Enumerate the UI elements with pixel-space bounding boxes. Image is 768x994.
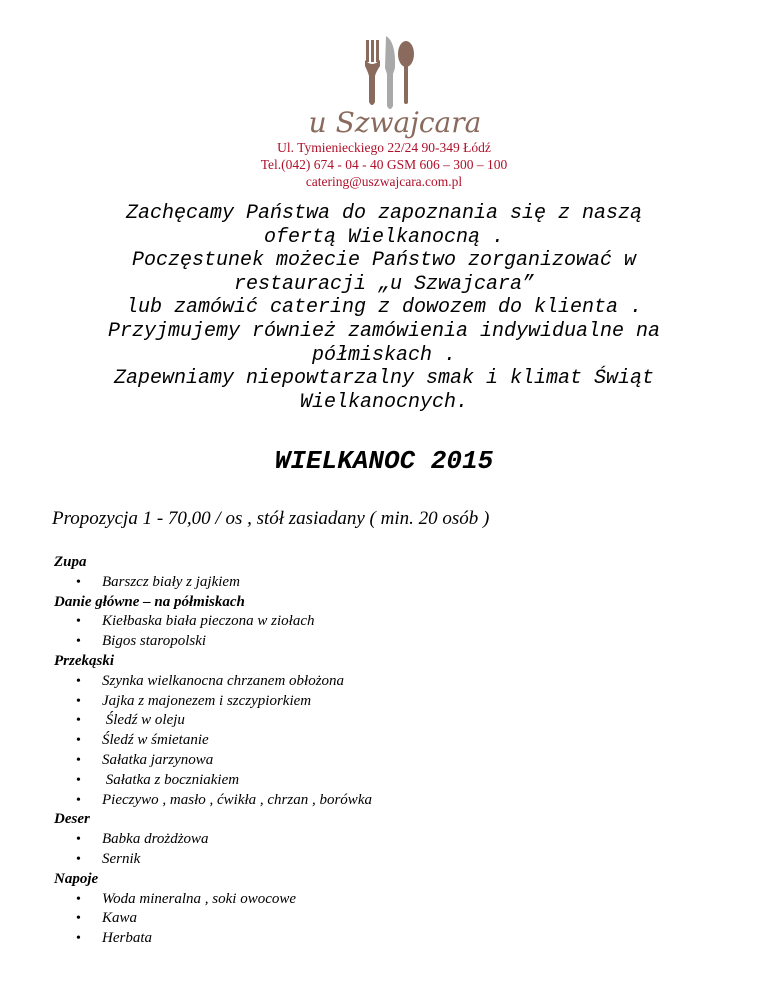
menu-item-label: Barszcz biały z jajkiem — [102, 573, 240, 590]
cutlery-icon — [365, 36, 414, 109]
bullet-icon: • — [76, 792, 81, 808]
menu-item-label: Sałatka jarzynowa — [102, 751, 214, 768]
bullet-icon: • — [76, 733, 81, 749]
intro-line: lub zamówić catering z dowozem do klienta . — [125, 296, 643, 320]
menu-item — [54, 850, 372, 870]
menu-item-label: Szynka wielkanocna chrzanem obłożona — [102, 672, 345, 689]
bullet-icon: • — [76, 931, 81, 947]
bullet-icon: • — [76, 752, 81, 768]
menu-item — [54, 771, 372, 791]
bullet-icon: • — [76, 693, 81, 709]
intro-line: ofertą Wielkanocną . — [263, 225, 505, 249]
menu-item — [54, 791, 372, 811]
menu-item — [54, 672, 372, 692]
menu-item-label: Pieczywo , masło , ćwikła , chrzan , borówka — [102, 791, 372, 808]
menu-item-label: Woda mineralna , soki owocowe — [102, 890, 297, 907]
menu-item — [54, 909, 372, 929]
intro-line: Zachęcamy Państwa do zapoznania się z naszą — [125, 202, 643, 225]
menu-item — [54, 632, 372, 652]
contact-address: Ul. Tymienieckiego 22/24 90-349 Łódź — [277, 140, 491, 155]
proposal-title: Propozycja 1 - 70,00 / os , stół zasiadany ( min. 20 osób ) — [52, 508, 490, 529]
menu-item — [54, 731, 372, 751]
menu-category: Danie główne – na półmiskach — [54, 593, 245, 610]
menu-item-label: Śledź w oleju — [102, 712, 185, 729]
menu-item — [54, 751, 372, 771]
intro-paragraph — [0, 202, 768, 414]
menu-item — [54, 711, 372, 731]
menu-category: Przekąski — [54, 652, 114, 669]
bullet-icon: • — [76, 673, 81, 689]
page-title: WIELKANOC 2015 — [274, 446, 494, 476]
menu-item-label: Bigos staropolski — [102, 633, 207, 650]
restaurant-logo — [300, 32, 490, 144]
contact-email: catering@uszwajcara.com.pl — [305, 174, 463, 189]
menu-category: Deser — [54, 811, 90, 828]
menu-category: Napoje — [54, 870, 99, 887]
menu-item-label: Śledź w śmietanie — [102, 732, 209, 749]
menu-list — [54, 553, 372, 949]
bullet-icon: • — [76, 614, 81, 630]
bullet-icon: • — [76, 574, 81, 590]
intro-line: Poczęstunek możecie Państwo zorganizować w — [131, 249, 637, 273]
menu-item-label: Kiełbaska biała pieczona w ziołach — [102, 613, 315, 630]
bullet-icon: • — [76, 634, 81, 650]
menu-item — [54, 830, 372, 850]
contact-phone: Tel.(042) 674 - 04 - 40 GSM 606 – 300 – 100 — [260, 157, 508, 172]
menu-category: Zupa — [54, 554, 87, 570]
menu-item-label: Babka drożdżowa — [102, 831, 209, 848]
menu-item — [54, 612, 372, 632]
menu-item — [54, 890, 372, 910]
intro-line: półmiskach . — [311, 343, 457, 367]
intro-line: Zapewniamy niepowtarzalny smak i klimat Świąt — [113, 367, 655, 391]
logo-text: u Szwajcara — [308, 106, 482, 139]
bullet-icon: • — [76, 851, 81, 867]
bullet-icon: • — [76, 911, 81, 927]
intro-line: Wielkanocnych. — [299, 390, 469, 414]
intro-line: restauracji „u Szwajcara” — [233, 272, 535, 296]
bullet-icon: • — [76, 891, 81, 907]
menu-item — [54, 573, 372, 593]
menu-item-label: Kawa — [102, 910, 138, 927]
menu-item — [54, 692, 372, 712]
menu-item — [54, 929, 372, 949]
bullet-icon: • — [76, 832, 81, 848]
menu-item-label: Jajka z majonezem i szczypiorkiem — [102, 692, 312, 709]
bullet-icon: • — [76, 713, 81, 729]
menu-item-label: Sałatka z boczniakiem — [102, 771, 240, 788]
menu-item-label: Herbata — [102, 930, 152, 947]
menu-item-label: Sernik — [102, 850, 141, 867]
bullet-icon: • — [76, 772, 81, 788]
intro-line: Przyjmujemy również zamówienia indywidualne na — [107, 319, 661, 343]
